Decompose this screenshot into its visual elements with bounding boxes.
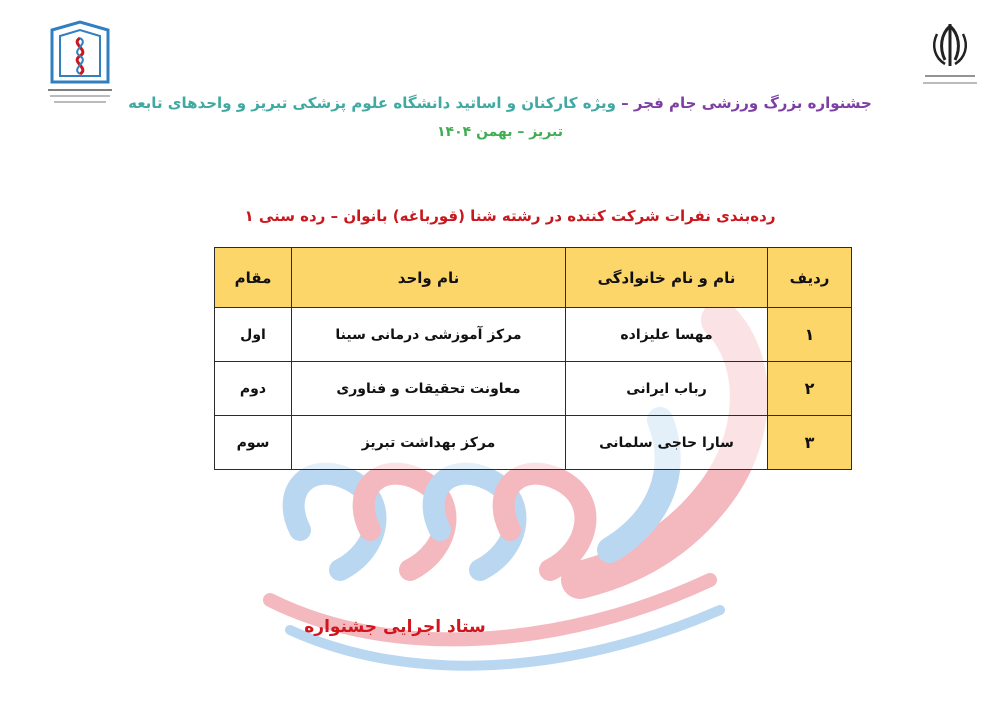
festival-title-audience: ویژه کارکنان و اساتید دانشگاه علوم پزشکی تبریز و واحدهای تابعه xyxy=(128,94,616,112)
table-row xyxy=(215,362,852,416)
festival-date: تبریز – بهمن ۱۴۰۴ xyxy=(437,124,563,140)
header-unit: نام واحد xyxy=(292,248,566,308)
cell-rank: اول xyxy=(215,308,292,362)
cell-row-no: ۳ xyxy=(768,416,852,470)
festival-title xyxy=(0,94,1000,112)
cell-unit: مرکز آموزشی درمانی سینا xyxy=(292,308,566,362)
cell-row-no: ۱ xyxy=(768,308,852,362)
cell-unit: معاونت تحقیقات و فناوری xyxy=(292,362,566,416)
table-row xyxy=(215,416,852,470)
results-table xyxy=(214,247,852,470)
header-full-name: نام و نام خانوادگی xyxy=(566,248,768,308)
cell-full-name: سارا حاجی سلمانی xyxy=(566,416,768,470)
cell-full-name: مهسا علیزاده xyxy=(566,308,768,362)
table-header-row xyxy=(215,248,852,308)
header-rank: مقام xyxy=(215,248,292,308)
table-row xyxy=(215,308,852,362)
iran-emblem-icon xyxy=(915,20,985,95)
organizer-signature: ستاد اجرایی جشنواره xyxy=(304,617,486,637)
header-row-no: ردیف xyxy=(768,248,852,308)
festival-title-name: جشنواره بزرگ ورزشی جام فجر – xyxy=(621,94,872,112)
cell-rank: سوم xyxy=(215,416,292,470)
cell-unit: مرکز بهداشت تبریز xyxy=(292,416,566,470)
cell-full-name: رباب ایرانی xyxy=(566,362,768,416)
cell-row-no: ۲ xyxy=(768,362,852,416)
table-title: رده‌بندی نفرات شرکت کننده در رشته شنا (قورباغه) بانوان – رده سنی ۱ xyxy=(244,207,776,225)
cell-rank: دوم xyxy=(215,362,292,416)
